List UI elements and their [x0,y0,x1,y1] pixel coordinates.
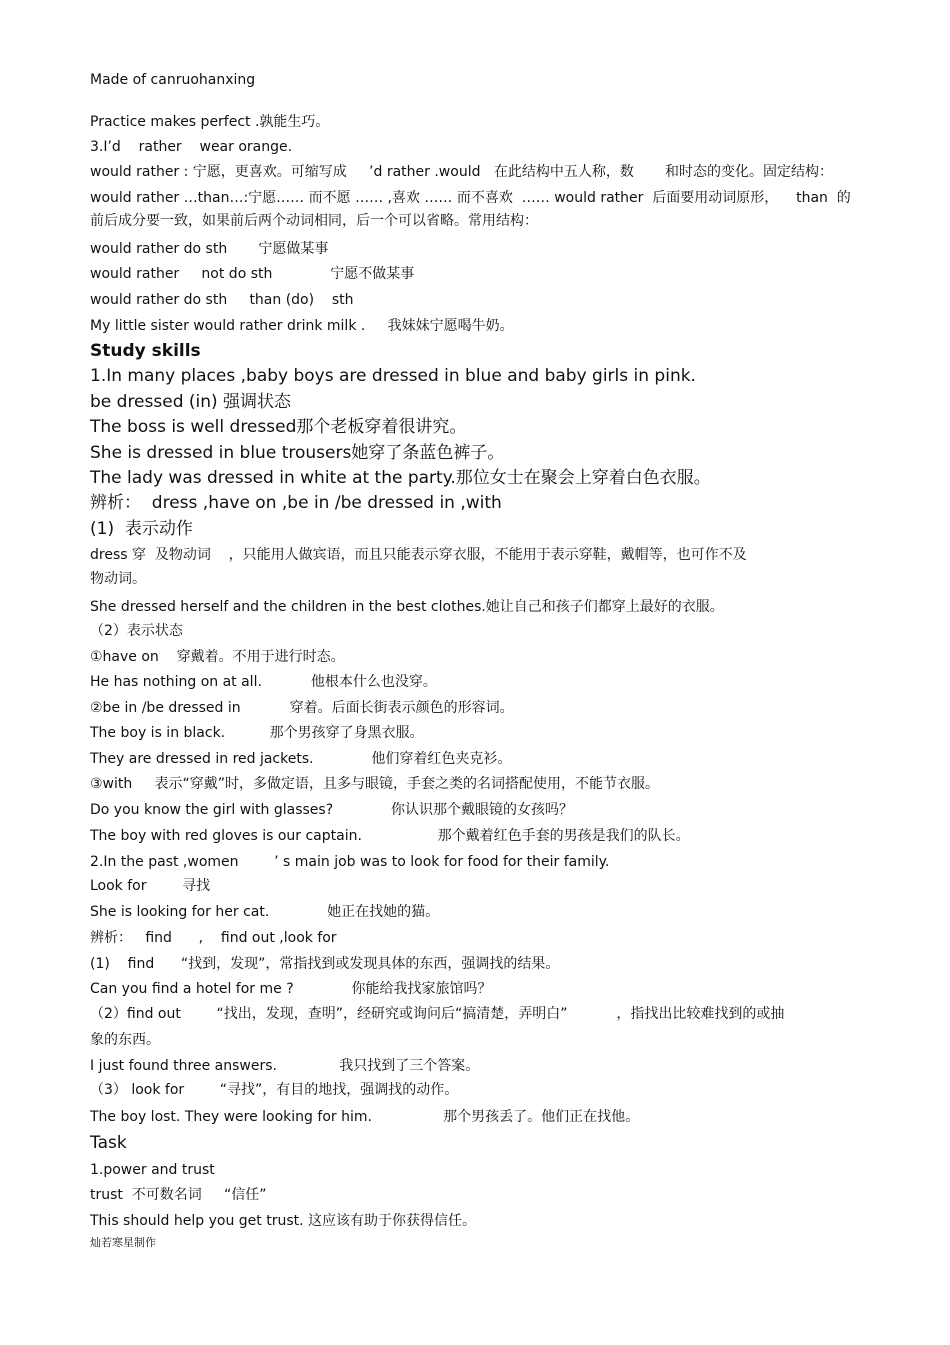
text-line: Look for 寻找 [90,878,211,894]
document-footer: 灿若寒星制作 [90,1236,156,1249]
text-line: ①have on 穿戴着。不用于进行时态。 [90,649,345,665]
text-line: My little sister would rather drink milk . 我妹妹宁愿喝牛奶。 [90,318,514,334]
text-line: ③with 表示“穿戴”时，多做定语，且多与眼镜，手套之类的名词搭配使用，不能节衣服。 [90,776,660,792]
text-line: This should help you get trust. 这应该有助于你获得信任。 [90,1213,477,1229]
text-line: (1) find “找到，发现”，常指找到或发现具体的东西，强调找的结果。 [90,956,560,972]
text-line: would rather …than…:宁愿…… 而不愿 …… ,喜欢 …… 而不喜欢 …… would rather 后面要用动词原形， than 的 [90,190,851,206]
text-line: trust 不可数名词 “信任” [90,1187,267,1203]
text-line: Practice makes perfect .孰能生巧。 [90,114,330,130]
text-line: 象的东西。 [90,1032,160,1048]
text-line: The boy is in black. 那个男孩穿了身黑衣服。 [90,725,424,741]
text-line: 3.I’d rather wear orange. [90,139,293,155]
text-line: would rather do sth 宁愿做某事 [90,241,329,257]
text-line: The boss is well dressed那个老板穿着很讲究。 [90,417,467,437]
text-line: 1.In many places ,baby boys are dressed in blue and baby girls in pink. [90,366,696,386]
text-line: He has nothing on at all. 他根本什么也没穿。 [90,674,437,690]
section-heading: Study skills [90,341,201,361]
document-header: Made of canruohanxing [90,72,256,88]
text-line: 2.In the past ,women ’ s main job was to look for food for their family. [90,854,610,870]
text-line: （3） look for “寻找”，有目的地找，强调找的动作。 [90,1082,459,1098]
text-line: 物动词。 [90,571,146,587]
text-line: 辨析： find , find out ,look for [90,930,337,946]
section-heading: Task [90,1133,127,1153]
text-line: The boy lost. They were looking for him. 那个男孩丢了。他们正在找他。 [90,1109,640,1125]
text-line: They are dressed in red jackets. 他们穿着红色夹克衫。 [90,751,512,767]
text-line: The boy with red gloves is our captain. 那个戴着红色手套的男孩是我们的队长。 [90,828,690,844]
text-line: dress 穿 及物动词 ，只能用人做宾语，而且只能表示穿衣服，不能用于表示穿鞋，戴帽等，也可作不及 [90,547,747,563]
text-line: She is looking for her cat. 她正在找她的猫。 [90,904,440,920]
text-line: 辨析： dress ,have on ,be in /be dressed in ,with [90,493,502,513]
text-line: would rather : 宁愿，更喜欢。可缩写成 ’d rather .would 在此结构中五人称，数 和时态的变化。固定结构： [90,164,833,180]
text-line: She dressed herself and the children in the best clothes.她让自己和孩子们都穿上最好的衣服。 [90,599,724,615]
text-line: （2）find out “找出，发现，查明”，经研究或询问后“搞清楚，弄明白” ，指找出比较难找到的或抽 [90,1006,785,1022]
text-line: Do you know the girl with glasses? 你认识那个戴眼镜的女孩吗？ [90,802,573,818]
text-line: （2）表示状态 [90,623,183,639]
text-line: Can you find a hotel for me ? 你能给我找家旅馆吗？ [90,981,492,997]
text-line: 1.power and trust [90,1162,215,1178]
text-line: I just found three answers. 我只找到了三个答案。 [90,1058,480,1074]
text-line: be dressed (in) 强调状态 [90,392,292,412]
text-line: would rather do sth than (do) sth [90,292,354,308]
text-line: She is dressed in blue trousers她穿了条蓝色裤子。 [90,443,505,463]
text-line: (1) 表示动作 [90,519,193,539]
text-line: 前后成分要一致，如果前后两个动词相同，后一个可以省略。常用结构： [90,213,538,229]
text-line: ②be in /be dressed in 穿着。后面长街表示颜色的形容词。 [90,700,514,716]
text-line: The lady was dressed in white at the party.那位女士在聚会上穿着白色衣服。 [90,468,711,488]
text-line: would rather not do sth 宁愿不做某事 [90,266,415,282]
